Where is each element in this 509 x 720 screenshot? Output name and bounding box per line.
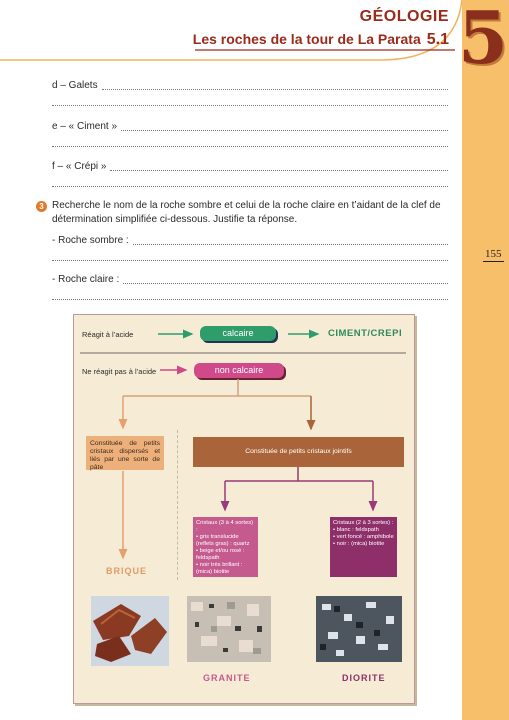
diorite-crystal-item: • blanc : feldspath: [333, 527, 394, 534]
not-reacts-acid-label: Ne réagit pas à l’acide: [82, 367, 157, 376]
ciment-crepi-result: CIMENT/CREPI: [328, 328, 403, 339]
granite-photo: [187, 596, 271, 662]
roche-claire-label: - Roche claire :: [52, 274, 120, 285]
small-crystals-box: Constituée de petits cristaux dispersés et liés par une sorte de pâte: [86, 436, 164, 470]
granite-box-title: Cristaux (3 à 4 sortes) :: [196, 520, 254, 533]
diorite-crystal-item: • vert foncé : amphibole: [333, 534, 394, 541]
subject-title: GÉOLOGIE: [359, 8, 449, 25]
reacts-acid-label: Réagit à l’acide: [82, 330, 134, 339]
answer-label-f: f – « Crépi »: [52, 161, 107, 172]
granite-crystal-item: • noir très brillant : (mica) biotite: [196, 562, 255, 576]
diorite-crystals-box: [330, 517, 397, 577]
answer-label-d: d – Galets: [52, 80, 98, 91]
brique-photo: [91, 596, 169, 666]
question-text: Recherche le nom de la roche sombre et celui de la roche claire en t’aidant de la clef de détermination simplifiée ci-dessous. Justifie ta réponse.: [52, 200, 441, 225]
chapter-number: 5: [458, 0, 509, 80]
granite-label: GRANITE: [203, 673, 251, 683]
section-number: 5.1: [426, 31, 449, 48]
calcaire-pill: calcaire: [200, 326, 276, 341]
granite-crystal-item: • beige et/ou rosé : feldspath: [196, 548, 255, 562]
page-number: 155: [485, 248, 502, 260]
diorite-photo: [316, 596, 402, 662]
lesson-title-text: Les roches de la tour de La Parata: [192, 31, 421, 47]
granite-crystals-box: [193, 517, 258, 577]
answer-label-e: e – « Ciment »: [52, 121, 118, 132]
branch-divider: [177, 430, 178, 580]
non-calcaire-pill: non calcaire: [194, 363, 284, 378]
diorite-crystal-item: • noir : (mica) biotite: [333, 541, 394, 548]
question-number-badge: 3: [36, 201, 47, 212]
joined-crystals-box: Constituée de petits cristaux jointifs: [193, 437, 404, 467]
granite-crystal-item: • gris translucide (reflets gras) : quartz: [196, 534, 255, 548]
brique-label: BRIQUE: [106, 566, 148, 576]
diorite-label: DIORITE: [342, 673, 386, 683]
roche-sombre-label: - Roche sombre :: [52, 235, 129, 246]
diorite-box-title: Cristaux (2 à 3 sortes) :: [333, 520, 394, 526]
